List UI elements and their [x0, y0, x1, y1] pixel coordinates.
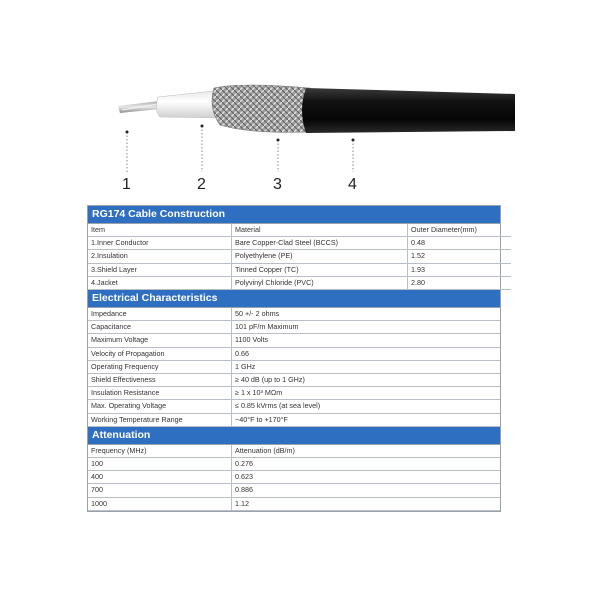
table-cell: Polyethylene (PE)	[232, 250, 408, 263]
leader-dot-1	[126, 131, 129, 134]
table-cell: 700	[88, 484, 232, 497]
header-cell: Outer Diameter(mm)	[408, 224, 512, 237]
table-row	[88, 237, 511, 250]
jacket	[302, 88, 515, 133]
callout-number-1: 1	[122, 176, 131, 193]
leader-dot-4	[352, 139, 355, 142]
header-cell: Frequency (MHz)	[88, 445, 232, 458]
table-cell: ≥ 40 dB (up to 1 GHz)	[232, 374, 501, 387]
table-cell: Impedance	[88, 308, 232, 321]
table-row	[88, 308, 500, 321]
table-cell: 0.66	[232, 347, 501, 360]
table-row	[88, 458, 500, 471]
table-cell: 0.886	[232, 484, 501, 497]
table-row	[88, 374, 500, 387]
cable-illustration	[0, 0, 600, 205]
table-row	[88, 321, 500, 334]
table-row	[88, 413, 500, 426]
table-cell: 0.48	[408, 237, 512, 250]
table-cell: Shield Effectiveness	[88, 374, 232, 387]
table-cell: ≥ 1 x 10³ MΩm	[232, 387, 501, 400]
table-cell: Operating Frequency	[88, 360, 232, 373]
table-cell: 1.Inner Conductor	[88, 237, 232, 250]
table-cell: 101 pF/m Maximum	[232, 321, 501, 334]
table-cell: 1.52	[408, 250, 512, 263]
table-cell: 400	[88, 471, 232, 484]
table-cell: Maximum Voltage	[88, 334, 232, 347]
table-cell: 4.Jacket	[88, 276, 232, 289]
table-cell: Max. Operating Voltage	[88, 400, 232, 413]
table-row	[88, 347, 500, 360]
table-cell: Polyvinyl Chloride (PVC)	[232, 276, 408, 289]
table-row	[88, 276, 511, 289]
table-cell: 100	[88, 458, 232, 471]
shield-braid	[212, 85, 310, 132]
leader-dot-3	[277, 139, 280, 142]
table-cell: ≤ 0.85 kVrms (at sea level)	[232, 400, 501, 413]
construction-title: RG174 Cable Construction	[88, 206, 500, 224]
header-cell: Item	[88, 224, 232, 237]
table-cell: 2.Insulation	[88, 250, 232, 263]
attenuation-title: Attenuation	[88, 427, 500, 445]
header-cell: Material	[232, 224, 408, 237]
table-cell: 1.12	[232, 497, 501, 510]
table-header-row	[88, 445, 500, 458]
construction-table	[88, 224, 511, 290]
table-cell: Bare Copper-Clad Steel (BCCS)	[232, 237, 408, 250]
header-cell: Attenuation (dB/m)	[232, 445, 501, 458]
leader-dot-2	[201, 125, 204, 128]
callout-number-2: 2	[197, 176, 206, 193]
table-row	[88, 400, 500, 413]
rg174-cable-image	[0, 0, 600, 205]
table-cell: Capacitance	[88, 321, 232, 334]
electrical-table	[88, 308, 500, 427]
table-header-row	[88, 224, 511, 237]
table-cell: 1000	[88, 497, 232, 510]
table-row	[88, 484, 500, 497]
callout-number-4: 4	[348, 176, 357, 193]
table-cell: 0.276	[232, 458, 501, 471]
table-row	[88, 360, 500, 373]
attenuation-table	[88, 445, 500, 511]
table-cell: 3.Shield Layer	[88, 263, 232, 276]
table-cell: 0.623	[232, 471, 501, 484]
table-cell: 1 GHz	[232, 360, 501, 373]
table-row	[88, 387, 500, 400]
table-cell: Insulation Resistance	[88, 387, 232, 400]
table-row	[88, 497, 500, 510]
table-row	[88, 334, 500, 347]
electrical-title: Electrical Characteristics	[88, 290, 500, 308]
table-cell: Tinned Copper (TC)	[232, 263, 408, 276]
table-cell: 1.93	[408, 263, 512, 276]
table-row	[88, 263, 511, 276]
table-cell: 1100 Volts	[232, 334, 501, 347]
table-cell: Velocity of Propagation	[88, 347, 232, 360]
spec-sheet	[87, 205, 501, 512]
table-cell: 2.80	[408, 276, 512, 289]
table-cell: −40°F to +170°F	[232, 413, 501, 426]
table-cell: 50 +/- 2 ohms	[232, 308, 501, 321]
table-row	[88, 250, 511, 263]
table-row	[88, 471, 500, 484]
table-cell: Working Temperature Range	[88, 413, 232, 426]
callout-number-3: 3	[273, 176, 282, 193]
